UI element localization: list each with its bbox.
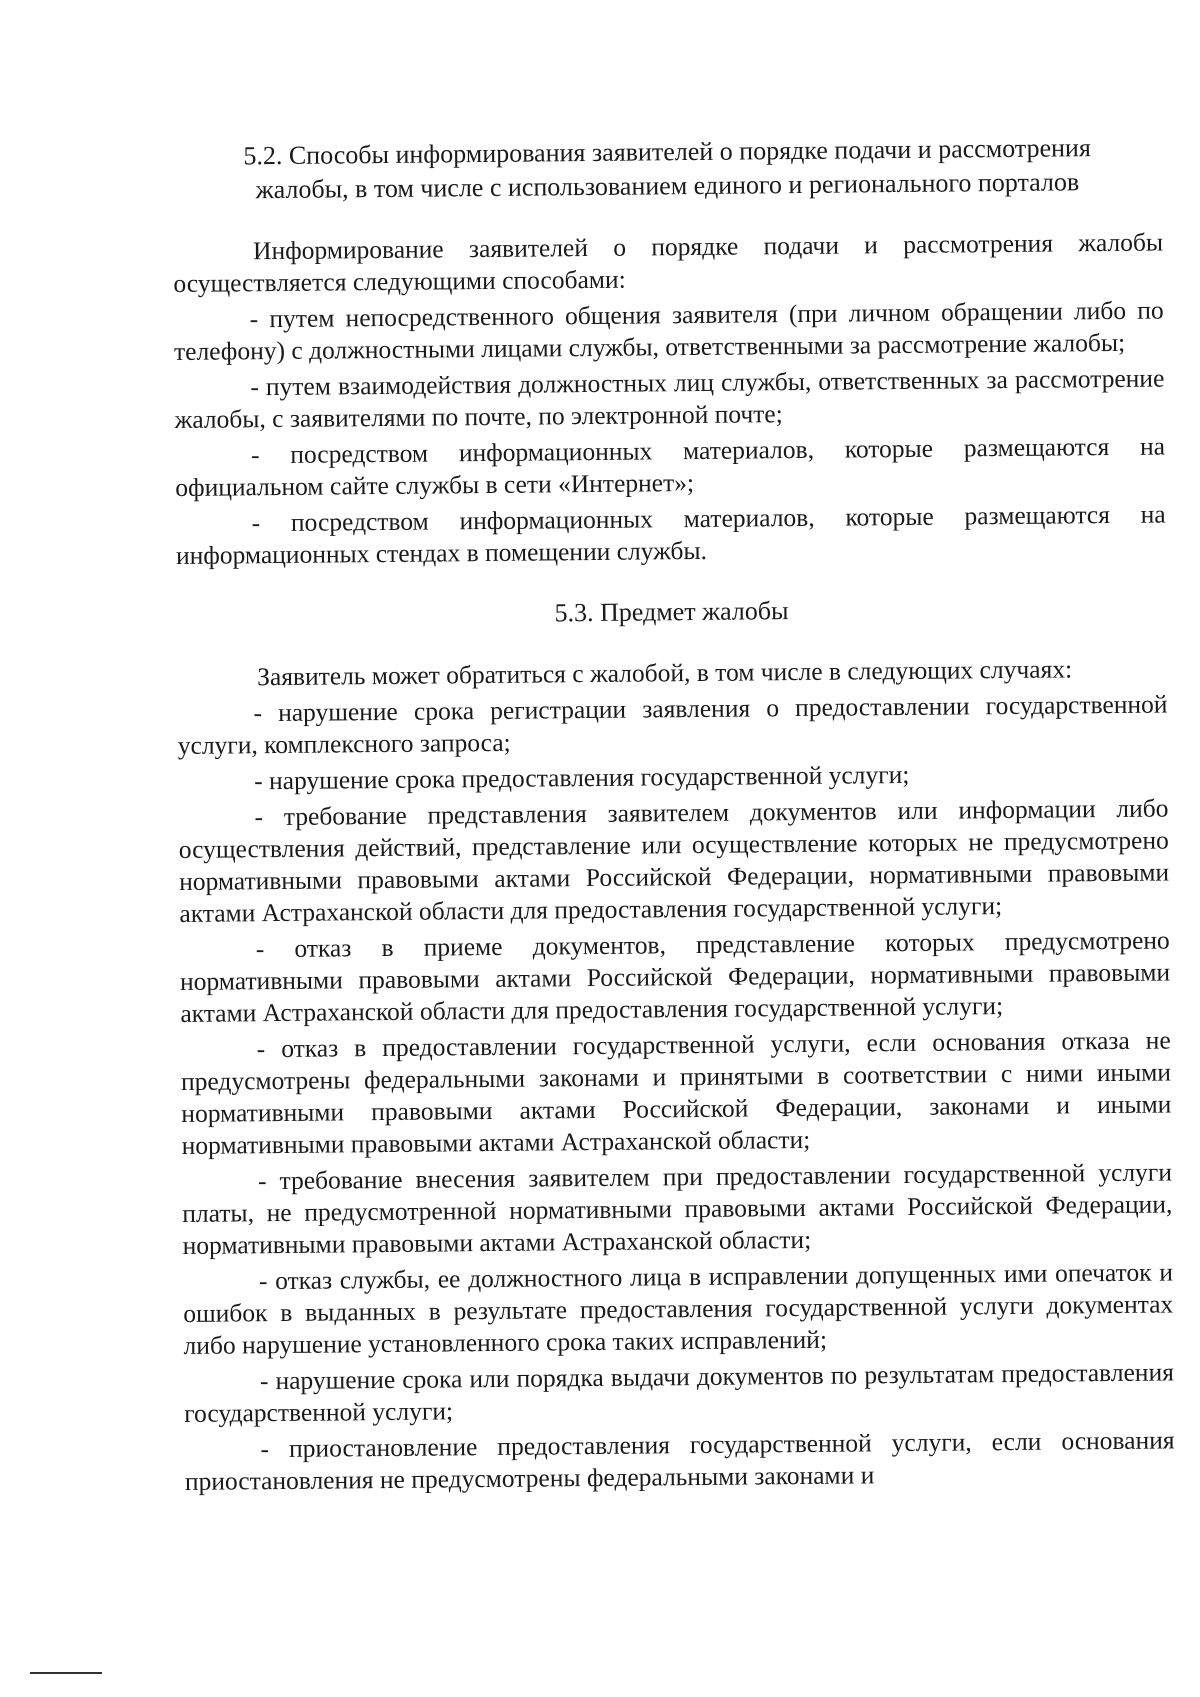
section-5-3-item: - отказ в приеме документов, представление которых предусмотрено нормативными правовыми актами Российской Федерации, нормативными правовыми актами Астраханской области для предоставления государственной услуги;	[179, 925, 1171, 1028]
section-5-3-intro: Заявитель может обратиться с жалобой, в том числе в следующих случаях:	[257, 654, 1073, 692]
heading-line-1: 5.2. Способы информирования заявителей о порядке подачи и рассмотрения	[243, 133, 1092, 171]
section-5-2-item: - путем взаимодействия должностных лиц службы, ответственных за рассмотрение жалобы, с заявителями по почте, по электронной почте;	[174, 363, 1165, 434]
section-5-3-item: - нарушение срока предоставления государственной услуги;	[254, 759, 910, 796]
section-5-3-item: - отказ в предоставлении государственной услуги, если основания отказа не предусмотрены федеральными законами и принятыми в соответствии с ними иными нормативными правовыми актами Российской Федерации, законами и иными нормативными правовыми актами Астраханской области;	[180, 1025, 1172, 1160]
section-5-2-heading	[172, 130, 1163, 208]
section-5-2-item: - посредством информационных материалов, которые размещаются на официальном сайте службы в сети «Интернет»;	[175, 431, 1166, 502]
heading-line-2: жалобы, в том числе с использованием единого и регионального порталов	[255, 167, 1080, 205]
section-5-3-item: - отказ службы, ее должностного лица в исправлении допущенных ими опечаток и ошибок в выданных в результате предоставления государственной услуги документах либо нарушение установленного срока таких исправлений;	[183, 1257, 1174, 1360]
section-5-2-intro: Информирование заявителей о порядке подачи и рассмотрения жалобы осуществляется следующими способами:	[173, 227, 1164, 298]
section-5-2-item: - путем непосредственного общения заявителя (при личном обращении либо по телефону) с должностными лицами службы, ответственными за рассмотрение жалобы;	[173, 295, 1164, 366]
section-5-3-title: 5.3. Предмет жалобы	[554, 596, 789, 628]
document-page	[172, 130, 1175, 1501]
section-5-3-item: - требование внесения заявителем при предоставлении государственной услуги платы, не предусмотренной нормативными правовыми актами Российской Федерации, нормативными правовыми актами Астраханской области;	[182, 1157, 1173, 1260]
section-5-3-item: - приостановление предоставления государственной услуги, если основания приостановления не предусмотрены федеральными законами и	[184, 1425, 1175, 1496]
section-5-3-item: - нарушение срока регистрации заявления о предоставлении государственной услуги, комплексного запроса;	[177, 689, 1168, 760]
section-5-2-item: - посредством информационных материалов, которые размещаются на информационных стендах в помещении службы.	[175, 499, 1166, 570]
section-5-3-item: - нарушение срока или порядка выдачи документов по результатам предоставления государственной услуги;	[184, 1357, 1175, 1428]
scan-edge-mark	[30, 1672, 102, 1674]
section-5-3-item: - требование представления заявителем документов или информации либо осуществления действий, представление или осуществление которых не предусмотрено нормативными правовыми актами Российской Федерации, нормативными правовыми актами Астраханской области для предоставления государственной услуги;	[178, 793, 1170, 928]
